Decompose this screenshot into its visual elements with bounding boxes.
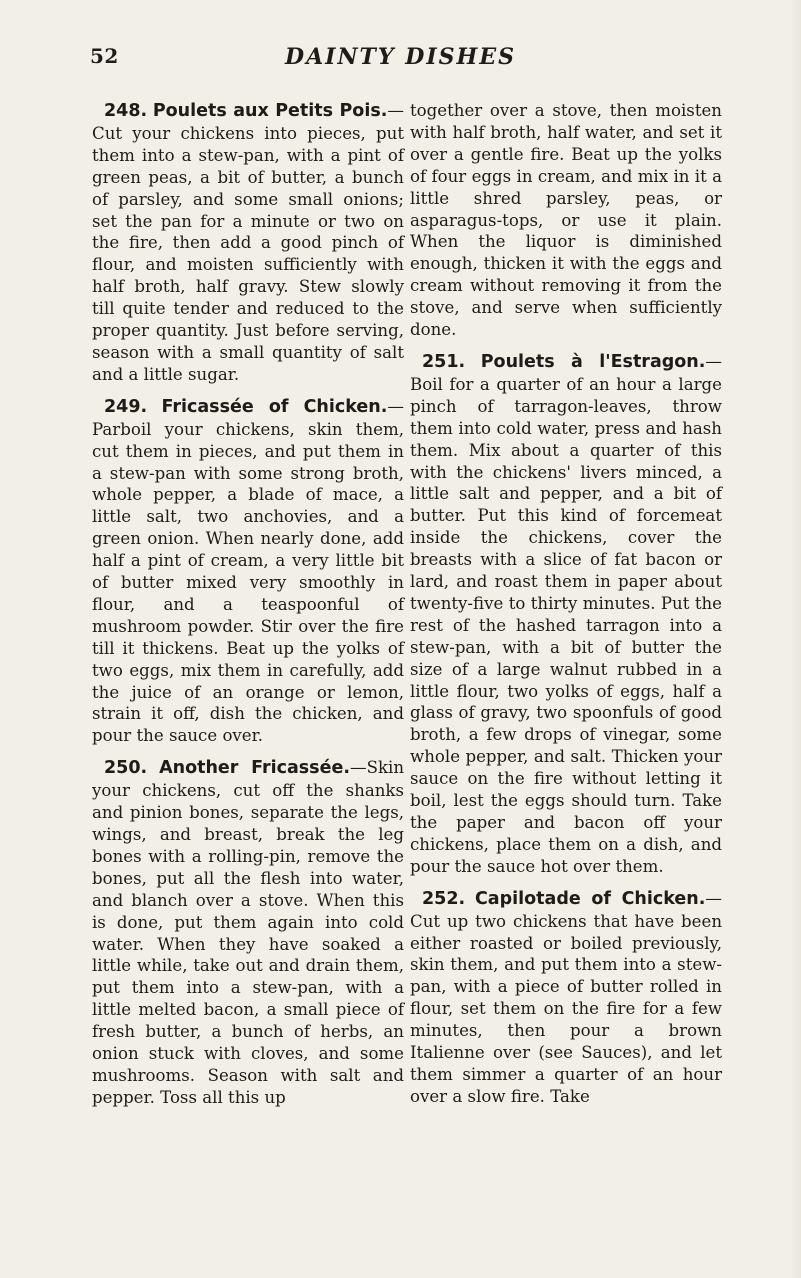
page-edge	[791, 0, 801, 1278]
recipe-paragraph	[410, 888, 722, 1108]
recipe-text: —Cut up two chickens that have been either roasted or boiled previously, skin them, and put them into a stew-pan, with a piece of butter rolled in flour, set them on the fire for a few minutes, then pour a brown Italienne over (see Sauces), and let them simmer a quarter of an hour over a slow fire. Take	[410, 888, 722, 1106]
left-column	[92, 100, 404, 1119]
recipe-continuation	[410, 100, 722, 341]
recipe-title: Poulets aux Petits Pois.	[152, 101, 388, 121]
recipe-number: 252.	[422, 888, 466, 909]
running-head: DAINTY DISHES	[285, 44, 516, 70]
recipe-number: 251.	[422, 351, 466, 372]
recipe-paragraph	[92, 100, 404, 386]
recipe-title: Another Fricassée.	[159, 758, 350, 779]
recipe-number: 248.	[104, 101, 148, 121]
recipe-title: Capilotade of Chicken.	[474, 888, 706, 909]
page-number: 52	[90, 44, 119, 68]
recipe-text: —Boil for a quarter of an hour a large pinch of tarragon-leaves, throw them into cold water, press and hash them. Mix about a quarter of this with the chickens' livers minced, a little salt and pepper, and a bit of butter. Put this kind of forcemeat inside the chickens, cover the breasts with a slice of fat bacon or lard, and roast them in paper about twenty-five to thirty minutes. Put the rest of the hashed tarragon into a stew-pan, with a bit of butter the size of a large walnut rubbed in a little flour, two yolks of eggs, half a glass of gravy, two spoonfuls of good broth, a few drops of vinegar, some whole pepper, and salt. Thicken your sauce on the fire without letting it boil, lest the eggs should turn. Take the paper and bacon off your chickens, place them on a dish, and pour the sauce hot over them.	[410, 351, 722, 876]
recipe-paragraph	[410, 351, 722, 878]
recipe-number: 249.	[104, 396, 148, 417]
right-column	[410, 100, 722, 1118]
recipe-paragraph	[92, 757, 404, 1109]
recipe-title: Poulets à l'Estragon.	[480, 351, 706, 372]
recipe-text: together over a stove, then moisten with half broth, half water, and set it over a gentle fire. Beat up the yolks of four eggs in cream, and mix in it a little shred parsley, peas, or asparagus-tops, or use it plain. When the liquor is diminished enough, thicken it with the eggs and cream without removing it from the stove, and serve when sufficiently done.	[410, 101, 722, 340]
recipe-text: —Skin your chickens, cut off the shanks and pinion bones, separate the legs, wings, and breast, break the leg bones with a rolling-pin, remove the bones, put all the flesh into water, and blanch over a stove. When this is done, put them again into cold water. When they have soaked a little while, take out and drain them, put them into a stew-pan, with a little melted bacon, a small piece of fresh butter, a bunch of herbs, an onion stuck with cloves, and some mushrooms. Season with salt and pepper. Toss all this up	[92, 758, 405, 1107]
recipe-paragraph	[92, 396, 404, 748]
recipe-text: —Cut your chickens into pieces, put them into a stew-pan, with a pint of green peas, a bit of butter, a bunch of parsley, and some small onions; set the pan for a minute or two on the fire, then add a good pinch of flour, and moisten sufficiently with half broth, half gravy. Stew slowly till quite tender and reduced to the proper quantity. Just before serving, season with a small quantity of salt and a little sugar.	[92, 101, 404, 384]
recipe-text: —Parboil your chickens, skin them, cut them in pieces, and put them in a stew-pan with some strong broth, whole pepper, a blade of mace, a little salt, two anchovies, and a green onion. When nearly done, add half a pint of cream, a very little bit of butter mixed very smoothly in flour, and a teaspoonful of mushroom powder. Stir over the fire till it thickens. Beat up the yolks of two eggs, mix them in carefully, add the juice of an orange or lemon, strain it off, dish the chicken, and pour the sauce over.	[92, 396, 405, 746]
recipe-title: Fricassée of Chicken.	[161, 396, 388, 417]
recipe-number: 250.	[104, 758, 148, 779]
